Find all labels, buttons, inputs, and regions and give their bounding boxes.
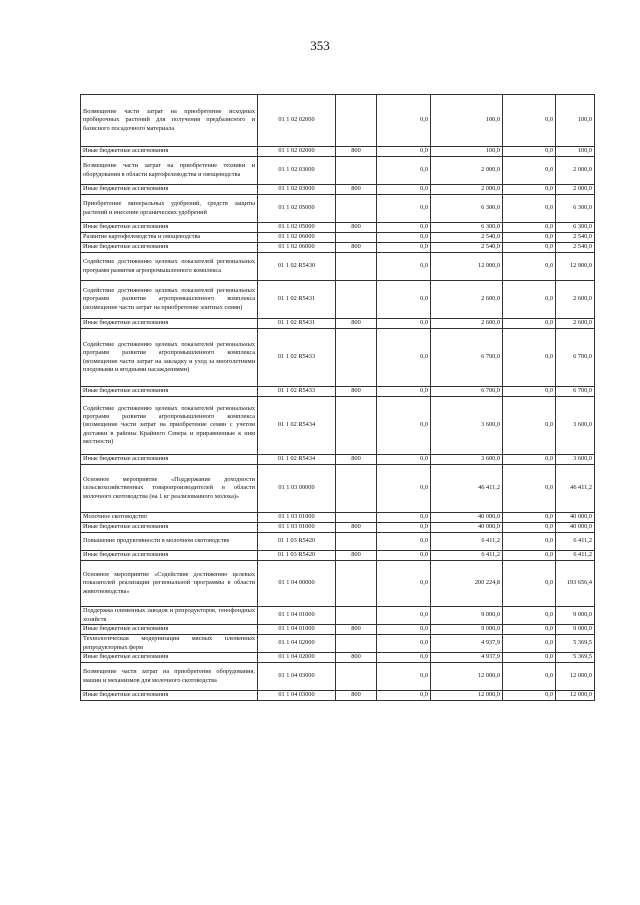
cell-value-4: 12 000,0: [556, 691, 595, 701]
cell-value-3: 0,0: [503, 551, 556, 561]
cell-value-2: 6 300,0: [431, 195, 503, 223]
cell-code: 01 1 03 01000: [258, 513, 336, 523]
cell-value-2: 40 000,0: [431, 513, 503, 523]
cell-value-1: 0,0: [377, 691, 431, 701]
cell-expense-type: 800: [336, 691, 377, 701]
table-row: [81, 185, 595, 195]
cell-expense-type: 800: [336, 243, 377, 253]
table-row: [81, 157, 595, 185]
cell-name: Иные бюджетные ассигнования: [81, 691, 258, 701]
cell-value-2: 3 600,0: [431, 397, 503, 455]
table-row: [81, 195, 595, 223]
cell-value-3: 0,0: [503, 253, 556, 281]
cell-name: Основное мероприятие «Поддержание доходности сельскохозяйственных товаропроизводителей в области молочного скотоводства (на 1 кг реализованного молока)»: [81, 465, 258, 513]
cell-code: 01 1 02 05000: [258, 223, 336, 233]
cell-value-4: 2 600,0: [556, 281, 595, 319]
cell-value-3: 0,0: [503, 329, 556, 387]
cell-value-1: 0,0: [377, 243, 431, 253]
cell-code: 01 1 02 R5431: [258, 319, 336, 329]
cell-value-1: 0,0: [377, 653, 431, 663]
cell-value-1: 0,0: [377, 513, 431, 523]
cell-code: 01 1 02 R5433: [258, 329, 336, 387]
cell-value-1: 0,0: [377, 663, 431, 691]
cell-code: 01 1 04 01000: [258, 607, 336, 625]
cell-code: 01 1 02 02000: [258, 147, 336, 157]
cell-name: Развитие картофелеводства и овощеводства: [81, 233, 258, 243]
table-row: [81, 147, 595, 157]
cell-value-3: 0,0: [503, 195, 556, 223]
cell-value-1: 0,0: [377, 185, 431, 195]
table-row: [81, 551, 595, 561]
cell-name: Иные бюджетные ассигнования: [81, 319, 258, 329]
cell-value-4: 6 700,0: [556, 329, 595, 387]
cell-value-4: 2 540,0: [556, 243, 595, 253]
cell-expense-type: [336, 533, 377, 551]
cell-value-1: 0,0: [377, 233, 431, 243]
cell-value-2: 12 000,0: [431, 691, 503, 701]
cell-name: Содействие достижению целевых показателей региональных программ развития агропромышленного комплекса (возмещение части затрат на приобретение семян с учетом доставки в районы Крайнего Севера и приравненные к ним местности): [81, 397, 258, 455]
cell-expense-type: [336, 281, 377, 319]
cell-code: 01 1 02 R5433: [258, 387, 336, 397]
cell-value-3: 0,0: [503, 607, 556, 625]
table-row: [81, 691, 595, 701]
cell-name: Иные бюджетные ассигнования: [81, 653, 258, 663]
cell-value-4: 5 369,5: [556, 653, 595, 663]
cell-value-4: 12 900,0: [556, 253, 595, 281]
cell-code: 01 1 04 03000: [258, 663, 336, 691]
cell-value-3: 0,0: [503, 95, 556, 147]
cell-value-1: 0,0: [377, 455, 431, 465]
cell-value-4: 9 000,0: [556, 607, 595, 625]
cell-value-4: 46 411,2: [556, 465, 595, 513]
cell-value-2: 6 411,2: [431, 533, 503, 551]
cell-value-4: 2 540,0: [556, 233, 595, 243]
cell-value-2: 2 540,0: [431, 243, 503, 253]
cell-expense-type: 800: [336, 653, 377, 663]
cell-value-2: 2 000,0: [431, 157, 503, 185]
cell-value-3: 0,0: [503, 561, 556, 607]
cell-value-2: 2 600,0: [431, 319, 503, 329]
cell-expense-type: 800: [336, 387, 377, 397]
cell-value-3: 0,0: [503, 387, 556, 397]
cell-value-3: 0,0: [503, 319, 556, 329]
cell-value-4: 2 600,0: [556, 319, 595, 329]
cell-value-3: 0,0: [503, 625, 556, 635]
budget-table-body: [81, 95, 595, 701]
cell-value-4: 2 000,0: [556, 185, 595, 195]
cell-value-1: 0,0: [377, 397, 431, 455]
cell-expense-type: [336, 465, 377, 513]
cell-value-1: 0,0: [377, 195, 431, 223]
cell-value-4: 193 656,4: [556, 561, 595, 607]
table-row: [81, 635, 595, 653]
table-row: [81, 319, 595, 329]
cell-value-4: 6 300,0: [556, 195, 595, 223]
cell-value-1: 0,0: [377, 523, 431, 533]
cell-code: 01 1 02 R5430: [258, 253, 336, 281]
cell-code: 01 1 03 01000: [258, 523, 336, 533]
table-row: [81, 455, 595, 465]
table-row: [81, 223, 595, 233]
cell-value-3: 0,0: [503, 523, 556, 533]
cell-expense-type: 800: [336, 523, 377, 533]
budget-table: [80, 94, 595, 701]
cell-value-2: 100,0: [431, 147, 503, 157]
table-row: [81, 533, 595, 551]
cell-value-4: 6 700,0: [556, 387, 595, 397]
cell-name: Иные бюджетные ассигнования: [81, 523, 258, 533]
cell-expense-type: [336, 607, 377, 625]
cell-name: Иные бюджетные ассигнования: [81, 625, 258, 635]
cell-expense-type: 800: [336, 455, 377, 465]
cell-value-3: 0,0: [503, 635, 556, 653]
cell-name: Иные бюджетные ассигнования: [81, 551, 258, 561]
cell-code: 01 1 02 06000: [258, 233, 336, 243]
cell-name: Молочное скотоводство: [81, 513, 258, 523]
cell-name: Возмещение части затрат на приобретение исходных пробирочных растений для получения предбазисного и базисного посадочного материала: [81, 95, 258, 147]
cell-code: 01 1 02 03000: [258, 157, 336, 185]
cell-value-3: 0,0: [503, 455, 556, 465]
cell-value-4: 40 000,0: [556, 523, 595, 533]
cell-value-2: 4 937,9: [431, 653, 503, 663]
cell-value-2: 100,0: [431, 95, 503, 147]
cell-value-3: 0,0: [503, 147, 556, 157]
cell-expense-type: [336, 253, 377, 281]
cell-code: 01 1 04 02000: [258, 653, 336, 663]
cell-name: Иные бюджетные ассигнования: [81, 387, 258, 397]
cell-name: Содействие достижению целевых показателей региональных программ развития агропромышленного комплекса (возмещение части затрат на закладку и уход за многолетними плодовыми и ягодными насаждениями): [81, 329, 258, 387]
table-row: [81, 663, 595, 691]
cell-value-1: 0,0: [377, 635, 431, 653]
cell-value-2: 40 000,0: [431, 523, 503, 533]
cell-value-2: 12 000,0: [431, 663, 503, 691]
table-row: [81, 561, 595, 607]
cell-code: 01 1 03 00000: [258, 465, 336, 513]
cell-expense-type: [336, 95, 377, 147]
cell-value-2: 12 900,0: [431, 253, 503, 281]
cell-value-1: 0,0: [377, 329, 431, 387]
cell-value-1: 0,0: [377, 561, 431, 607]
table-row: [81, 513, 595, 523]
table-row: [81, 253, 595, 281]
cell-value-2: 2 600,0: [431, 281, 503, 319]
cell-value-3: 0,0: [503, 513, 556, 523]
cell-value-1: 0,0: [377, 607, 431, 625]
table-row: [81, 95, 595, 147]
cell-value-2: 6 700,0: [431, 387, 503, 397]
cell-value-2: 4 937,9: [431, 635, 503, 653]
cell-value-3: 0,0: [503, 653, 556, 663]
cell-name: Иные бюджетные ассигнования: [81, 147, 258, 157]
cell-value-4: 5 369,5: [556, 635, 595, 653]
table-row: [81, 281, 595, 319]
cell-code: 01 1 02 R5434: [258, 397, 336, 455]
cell-value-3: 0,0: [503, 663, 556, 691]
table-row: [81, 387, 595, 397]
cell-code: 01 1 03 R5420: [258, 551, 336, 561]
cell-value-2: 9 000,0: [431, 625, 503, 635]
cell-value-3: 0,0: [503, 691, 556, 701]
cell-value-3: 0,0: [503, 233, 556, 243]
cell-code: 01 1 04 00000: [258, 561, 336, 607]
cell-value-2: 6 411,2: [431, 551, 503, 561]
table-row: [81, 243, 595, 253]
cell-name: Основное мероприятие «Содействие достижению целевых показателей реализации региональной программы в области животноводства»: [81, 561, 258, 607]
cell-value-1: 0,0: [377, 157, 431, 185]
cell-expense-type: 800: [336, 147, 377, 157]
cell-value-1: 0,0: [377, 319, 431, 329]
cell-value-1: 0,0: [377, 465, 431, 513]
cell-name: Поддержка племенных заводов и репродукторов, генофондных хозяйств: [81, 607, 258, 625]
cell-code: 01 1 02 03000: [258, 185, 336, 195]
table-row: [81, 653, 595, 663]
cell-value-2: 3 600,0: [431, 455, 503, 465]
table-row: [81, 523, 595, 533]
cell-value-3: 0,0: [503, 533, 556, 551]
cell-value-2: 9 000,0: [431, 607, 503, 625]
cell-code: 01 1 02 06000: [258, 243, 336, 253]
cell-value-1: 0,0: [377, 387, 431, 397]
cell-code: 01 1 02 05000: [258, 195, 336, 223]
cell-value-1: 0,0: [377, 625, 431, 635]
cell-expense-type: [336, 329, 377, 387]
cell-expense-type: 800: [336, 625, 377, 635]
cell-value-4: 6 411,2: [556, 551, 595, 561]
cell-value-1: 0,0: [377, 551, 431, 561]
page-number: 353: [310, 38, 330, 53]
cell-value-1: 0,0: [377, 281, 431, 319]
cell-value-1: 0,0: [377, 533, 431, 551]
cell-value-1: 0,0: [377, 253, 431, 281]
cell-name: Иные бюджетные ассигнования: [81, 185, 258, 195]
table-row: [81, 625, 595, 635]
cell-value-3: 0,0: [503, 223, 556, 233]
cell-value-2: 200 224,8: [431, 561, 503, 607]
cell-value-4: 2 000,0: [556, 157, 595, 185]
cell-name: Иные бюджетные ассигнования: [81, 223, 258, 233]
cell-value-2: 6 300,0: [431, 223, 503, 233]
cell-value-2: 46 411,2: [431, 465, 503, 513]
cell-expense-type: [336, 233, 377, 243]
cell-expense-type: [336, 513, 377, 523]
cell-code: 01 1 03 R5420: [258, 533, 336, 551]
cell-value-4: 40 000,0: [556, 513, 595, 523]
cell-name: Содействие достижению целевых показателей региональных программ развития агропромышленного комплекса (возмещение части затрат на приобретение элитных семян): [81, 281, 258, 319]
cell-expense-type: 800: [336, 319, 377, 329]
cell-expense-type: [336, 397, 377, 455]
cell-expense-type: 800: [336, 551, 377, 561]
cell-name: Иные бюджетные ассигнования: [81, 243, 258, 253]
table-row: [81, 329, 595, 387]
cell-value-4: 100,0: [556, 147, 595, 157]
cell-value-3: 0,0: [503, 465, 556, 513]
cell-value-4: 3 600,0: [556, 455, 595, 465]
cell-value-4: 9 000,0: [556, 625, 595, 635]
cell-name: Технологическая модернизация мясных племенных репродукторных ферм: [81, 635, 258, 653]
cell-value-3: 0,0: [503, 185, 556, 195]
cell-expense-type: [336, 635, 377, 653]
cell-value-4: 100,0: [556, 95, 595, 147]
cell-value-2: 2 000,0: [431, 185, 503, 195]
cell-code: 01 1 04 01000: [258, 625, 336, 635]
cell-expense-type: [336, 663, 377, 691]
cell-value-1: 0,0: [377, 223, 431, 233]
cell-code: 01 1 02 02000: [258, 95, 336, 147]
cell-value-4: 6 300,0: [556, 223, 595, 233]
cell-value-1: 0,0: [377, 147, 431, 157]
cell-value-3: 0,0: [503, 157, 556, 185]
cell-name: Приобретение минеральных удобрений, средств защиты растений и внесение органических удобрений: [81, 195, 258, 223]
cell-expense-type: 800: [336, 223, 377, 233]
cell-code: 01 1 02 R5434: [258, 455, 336, 465]
cell-value-4: 6 411,2: [556, 533, 595, 551]
cell-code: 01 1 02 R5431: [258, 281, 336, 319]
cell-code: 01 1 04 02000: [258, 635, 336, 653]
table-row: [81, 397, 595, 455]
cell-value-1: 0,0: [377, 95, 431, 147]
cell-value-2: 2 540,0: [431, 233, 503, 243]
cell-value-3: 0,0: [503, 397, 556, 455]
cell-value-3: 0,0: [503, 281, 556, 319]
cell-value-4: 12 000,0: [556, 663, 595, 691]
cell-name: Возмещение части затрат на приобретение техники и оборудования в области картофелеводства и овощеводства: [81, 157, 258, 185]
table-row: [81, 465, 595, 513]
cell-name: Повышение продуктивности в молочном скотоводстве: [81, 533, 258, 551]
table-row: [81, 607, 595, 625]
cell-value-2: 6 700,0: [431, 329, 503, 387]
cell-name: Возмещение части затрат на приобретение оборудования, машин и механизмов для молочного скотоводства: [81, 663, 258, 691]
cell-name: Содействие достижению целевых показателей региональных программ развития агропромышленного комплекса: [81, 253, 258, 281]
cell-name: Иные бюджетные ассигнования: [81, 455, 258, 465]
cell-expense-type: 800: [336, 185, 377, 195]
cell-expense-type: [336, 561, 377, 607]
cell-expense-type: [336, 157, 377, 185]
cell-value-3: 0,0: [503, 243, 556, 253]
table-row: [81, 233, 595, 243]
cell-code: 01 1 04 03000: [258, 691, 336, 701]
cell-expense-type: [336, 195, 377, 223]
cell-value-4: 3 600,0: [556, 397, 595, 455]
